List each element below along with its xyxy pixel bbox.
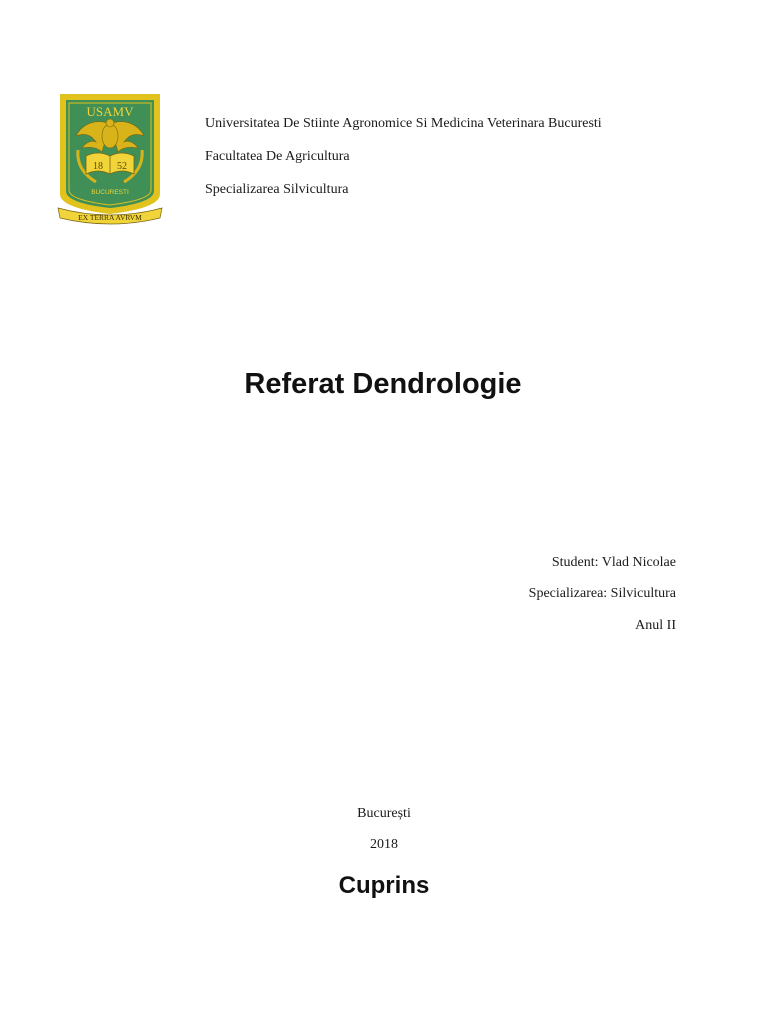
faculty-name: Facultatea De Agricultura	[205, 149, 350, 164]
student-year: Anul II	[635, 618, 676, 633]
logo-city: BUCURESTI	[91, 189, 129, 196]
logo-year-right: 52	[117, 161, 127, 172]
usamv-crest-logo	[56, 90, 164, 230]
document-title-text: Referat Dendrologie	[244, 368, 522, 400]
student-specialization: Specializarea: Silvicultura	[528, 586, 676, 601]
student-name: Student: Vlad Nicolae	[551, 555, 676, 570]
specialization-name: Specializarea Silvicultura	[205, 182, 349, 197]
footer-year: 2018	[370, 837, 398, 852]
logo-year-left: 18	[93, 161, 103, 172]
logo-motto: EX TERRA AVRVM	[78, 213, 142, 222]
footer-city: București	[357, 806, 411, 821]
logo-acronym: USAMV	[86, 104, 134, 119]
table-of-contents-heading: Cuprins	[338, 872, 430, 899]
document-title	[0, 368, 768, 401]
university-name: Universitatea De Stiinte Agronomice Si Medicina Veterinara Bucuresti	[205, 116, 602, 131]
